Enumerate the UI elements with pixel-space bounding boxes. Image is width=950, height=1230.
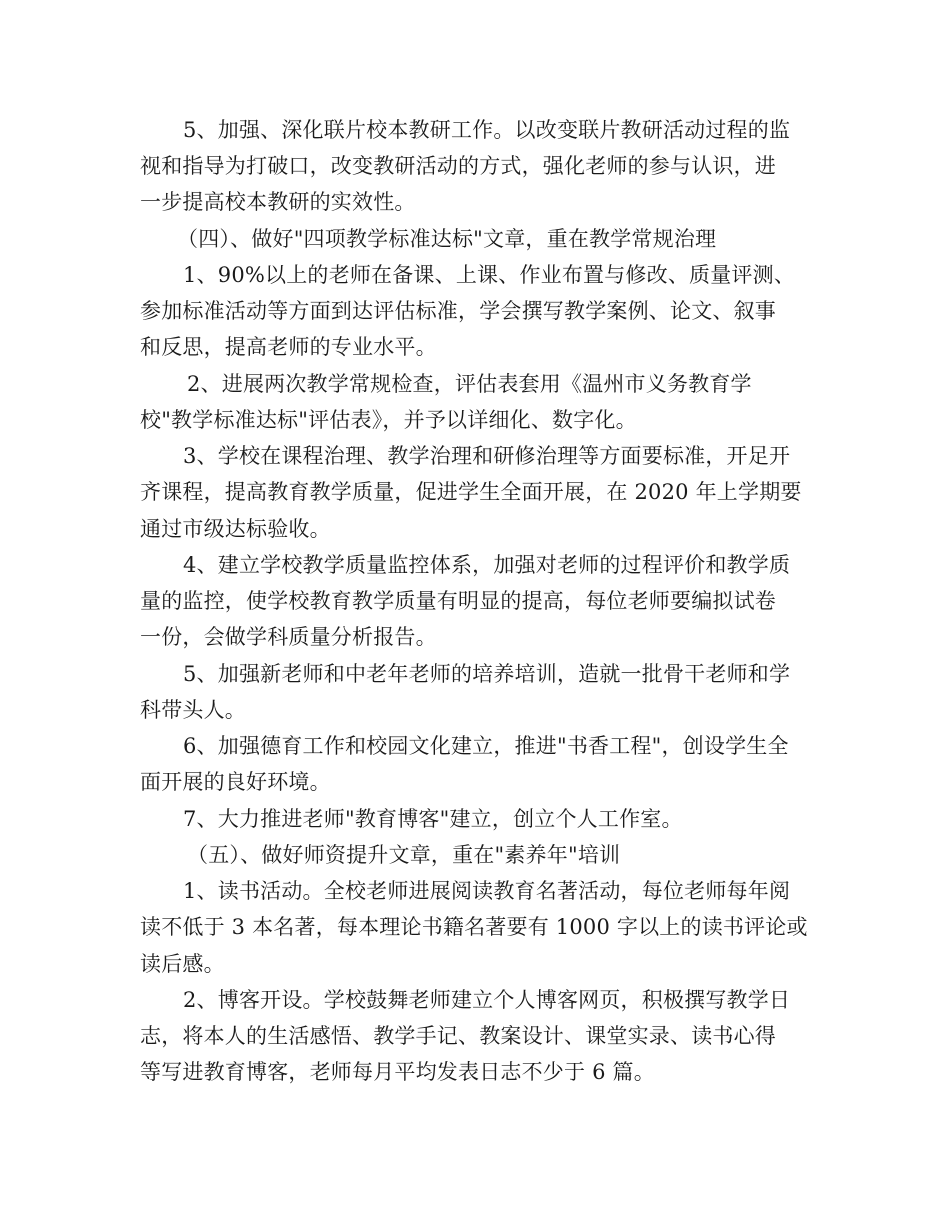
paragraph-line: 视和指导为打破口，改变教研活动的方式，强化老师的参与认识，进 <box>140 154 776 178</box>
paragraph-line: 齐课程，提高教育教学质量，促进学生全面开展，在 2020 年上学期要 <box>140 480 802 504</box>
paragraph-line: 5、加强、深化联片校本教研工作。以改变联片教研活动过程的监 <box>183 118 791 142</box>
paragraph-line: 科带头人。 <box>140 698 246 722</box>
paragraph-line: 1、90%以上的老师在备课、上课、作业布置与修改、质量评测、 <box>183 263 796 287</box>
paragraph-line: 读不低于 3 本名著，每本理论书籍名著要有 1000 字以上的读书评论或 <box>140 915 808 939</box>
paragraph-line: 5、加强新老师和中老年老师的培养培训，造就一批骨干老师和学 <box>183 662 791 686</box>
section-heading: （四）、做好"四项教学标准达标"文章，重在教学常规治理 <box>177 227 717 251</box>
paragraph-line: 4、建立学校教学质量监控体系，加强对老师的过程评价和教学质 <box>183 553 791 577</box>
paragraph-line: 校"教学标准达标"评估表》，并予以详细化、数字化。 <box>140 408 637 432</box>
paragraph-line: 读后感。 <box>140 952 225 976</box>
paragraph-line: 参加标准活动等方面到达评估标准，学会撰写教学案例、论文、叙事 <box>140 299 776 323</box>
paragraph-line: 一份，会做学科质量分析报告。 <box>140 625 437 649</box>
section-heading: （五）、做好师资提升文章，重在"素养年"培训 <box>187 843 621 867</box>
paragraph-line: 一步提高校本教研的实效性。 <box>140 190 416 214</box>
paragraph-line: 通过市级达标验收。 <box>140 517 331 541</box>
paragraph-line: 面开展的良好环境。 <box>140 770 331 794</box>
paragraph-line: 2、博客开设。学校鼓舞老师建立个人博客网页，积极撰写教学日 <box>183 988 791 1012</box>
paragraph-line: 等写进教育博客，老师每月平均发表日志不少于 6 篇。 <box>140 1060 655 1084</box>
paragraph-line: 志，将本人的生活感悟、教学手记、教案设计、课堂实录、读书心得 <box>140 1024 776 1048</box>
paragraph-line: 和反思，提高老师的专业水平。 <box>140 335 437 359</box>
paragraph-line: 1、读书活动。全校老师进展阅读教育名著活动，每位老师每年阅 <box>183 879 791 903</box>
paragraph-line: 3、学校在课程治理、教学治理和研修治理等方面要标准，开足开 <box>183 444 791 468</box>
paragraph-line: 2、进展两次教学常规检查，评估表套用《温州市义务教育学 <box>187 372 752 396</box>
paragraph-line: 7、大力推进老师"教育博客"建立，创立个人工作室。 <box>183 807 683 831</box>
paragraph-line: 6、加强德育工作和校园文化建立，推进"书香工程"，创设学生全 <box>183 734 789 758</box>
paragraph-line: 量的监控，使学校教育教学质量有明显的提高，每位老师要编拟试卷 <box>140 589 776 613</box>
